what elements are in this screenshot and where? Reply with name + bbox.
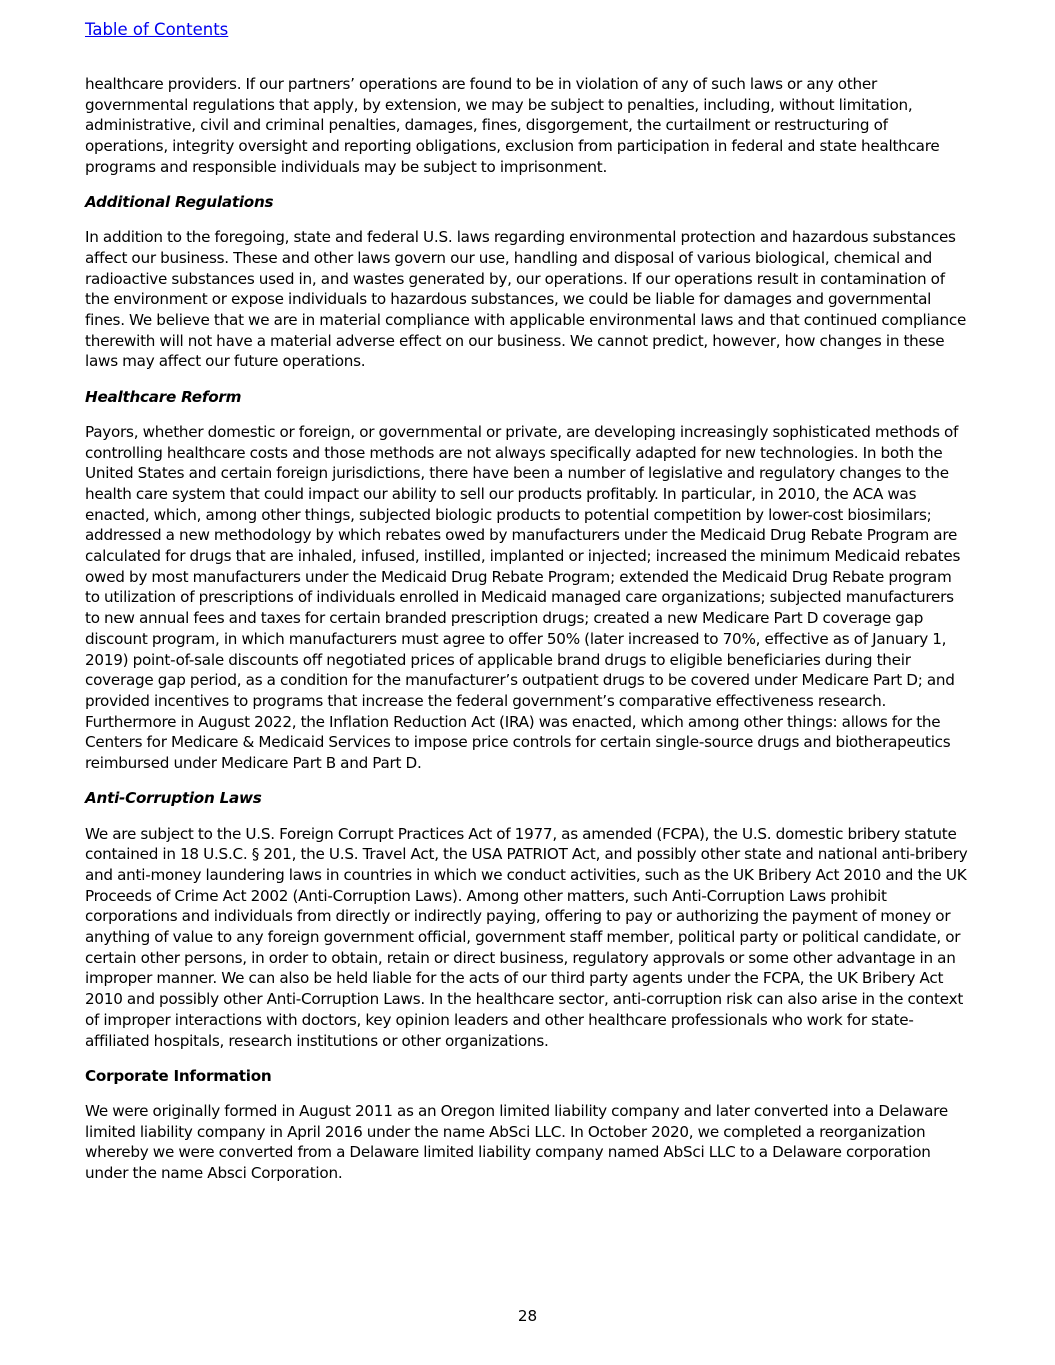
page-number: 28 <box>517 1307 538 1325</box>
corporate-information-paragraph: We were originally formed in August 2011 as an Oregon limited liability company and later converted into a Delaware limited liability company in April 2016 under the name AbSci LLC. In October 2020, we completed a reorganization whereby we were converted from a Delaware limited liability company named AbSci LLC to a Delaware corporation under the name Absci Corporation. <box>85 1101 948 1183</box>
anti-corruption-heading: Anti-Corruption Laws <box>85 789 262 808</box>
table-of-contents-link[interactable]: Table of Contents <box>85 20 229 39</box>
additional-regulations-paragraph: In addition to the foregoing, state and federal U.S. laws regarding environmental protection and hazardous substances affect our business. These and other laws govern our use, handling and disposal of various biological, chemical and radioactive substances used in, and wastes generated by, our operations. If our operations result in contamination of the environment or expose individuals to hazardous substances, we could be liable for damages and governmental fines. We believe that we are in material compliance with applicable environmental laws and that continued compliance therewith will not have a material adverse effect on our business. We cannot predict, however, how changes in these laws may affect our future operations. <box>85 228 967 371</box>
anti-corruption-paragraph: We are subject to the U.S. Foreign Corrupt Practices Act of 1977, as amended (FCPA), the U.S. domestic bribery statute contained in 18 U.S.C. § 201, the U.S. Travel Act, the USA PATRIOT Act, and possibly other state and national anti-bribery and anti-money laundering laws in countries in which we conduct activities, such as the UK Bribery Act 2010 and the UK Proceeds of Crime Act 2002 (Anti-Corruption Laws). Among other matters, such Anti-Corruption Laws prohibit corporations and individuals from directly or indirectly paying, offering to pay or authorizing the payment of money or anything of value to any foreign government official, government staff member, political party or political candidate, or certain other persons, in order to obtain, retain or direct business, regulatory approvals or some other advantage in an improper manner. We can also be held liable for the acts of our third party agents under the FCPA, the UK Bribery Act 2010 and possibly other Anti-Corruption Laws. In the healthcare sector, anti-corruption risk can also arise in the context of improper interactions with doctors, key opinion leaders and other healthcare professionals who work for state-affiliated hospitals, research institutions or other organizations. <box>85 824 968 1050</box>
healthcare-reform-paragraph: Payors, whether domestic or foreign, or governmental or private, are developing increasingly sophisticated methods of controlling healthcare costs and those methods are not always specifically adapted for new technologies. In both the United States and certain foreign jurisdictions, there have been a number of legislative and regulatory changes to the health care system that could impact our ability to sell our products profitably. In particular, in 2010, the ACA was enacted, which, among other things, subjected biologic products to potential competition by lower-cost biosimilars; addressed a new methodology by which rebates owed by manufacturers under the Medicaid Drug Rebate Program are calculated for drugs that are inhaled, infused, instilled, implanted or injected; increased the minimum Medicaid rebates owed by most manufacturers under the Medicaid Drug Rebate Program; extended the Medicaid Drug Rebate program to utilization of prescriptions of individuals enrolled in Medicaid managed care organizations; subjected manufacturers to new annual fees and taxes for certain branded prescription drugs; created a new Medicare Part D coverage gap discount program, in which manufacturers must agree to offer 50% (later increased to 70%, effective as of January 1, 2019) point-of-sale discounts off negotiated prices of applicable brand drugs to eligible beneficiaries during their coverage gap period, as a condition for the manufacturer’s outpatient drugs to be covered under Medicare Part D; and provided incentives to programs that increase the federal government’s comparative effectiveness research. Furthermore in August 2022, the Inflation Reduction Act (IRA) was enacted, which among other things: allows for the Centers for Medicare & Medicaid Services to impose price controls for certain single-source drugs and biotherapeutics reimbursed under Medicare Part B and Part D. <box>85 422 961 773</box>
healthcare-reform-heading: Healthcare Reform <box>85 387 242 406</box>
document-content <box>85 74 970 1184</box>
document-page <box>85 20 970 1198</box>
intro-paragraph: healthcare providers. If our partners’ operations are found to be in violation of any of such laws or any other governmental regulations that apply, by extension, we may be subject to penalties, including, without limitation, administrative, civil and criminal penalties, damages, fines, disgorgement, the curtailment or restructuring of operations, integrity oversight and reporting obligations, exclusion from participation in federal and state healthcare programs and responsible individuals may be subject to imprisonment. <box>85 75 940 176</box>
corporate-information-heading: Corporate Information <box>85 1066 272 1085</box>
additional-regulations-heading: Additional Regulations <box>85 193 274 212</box>
